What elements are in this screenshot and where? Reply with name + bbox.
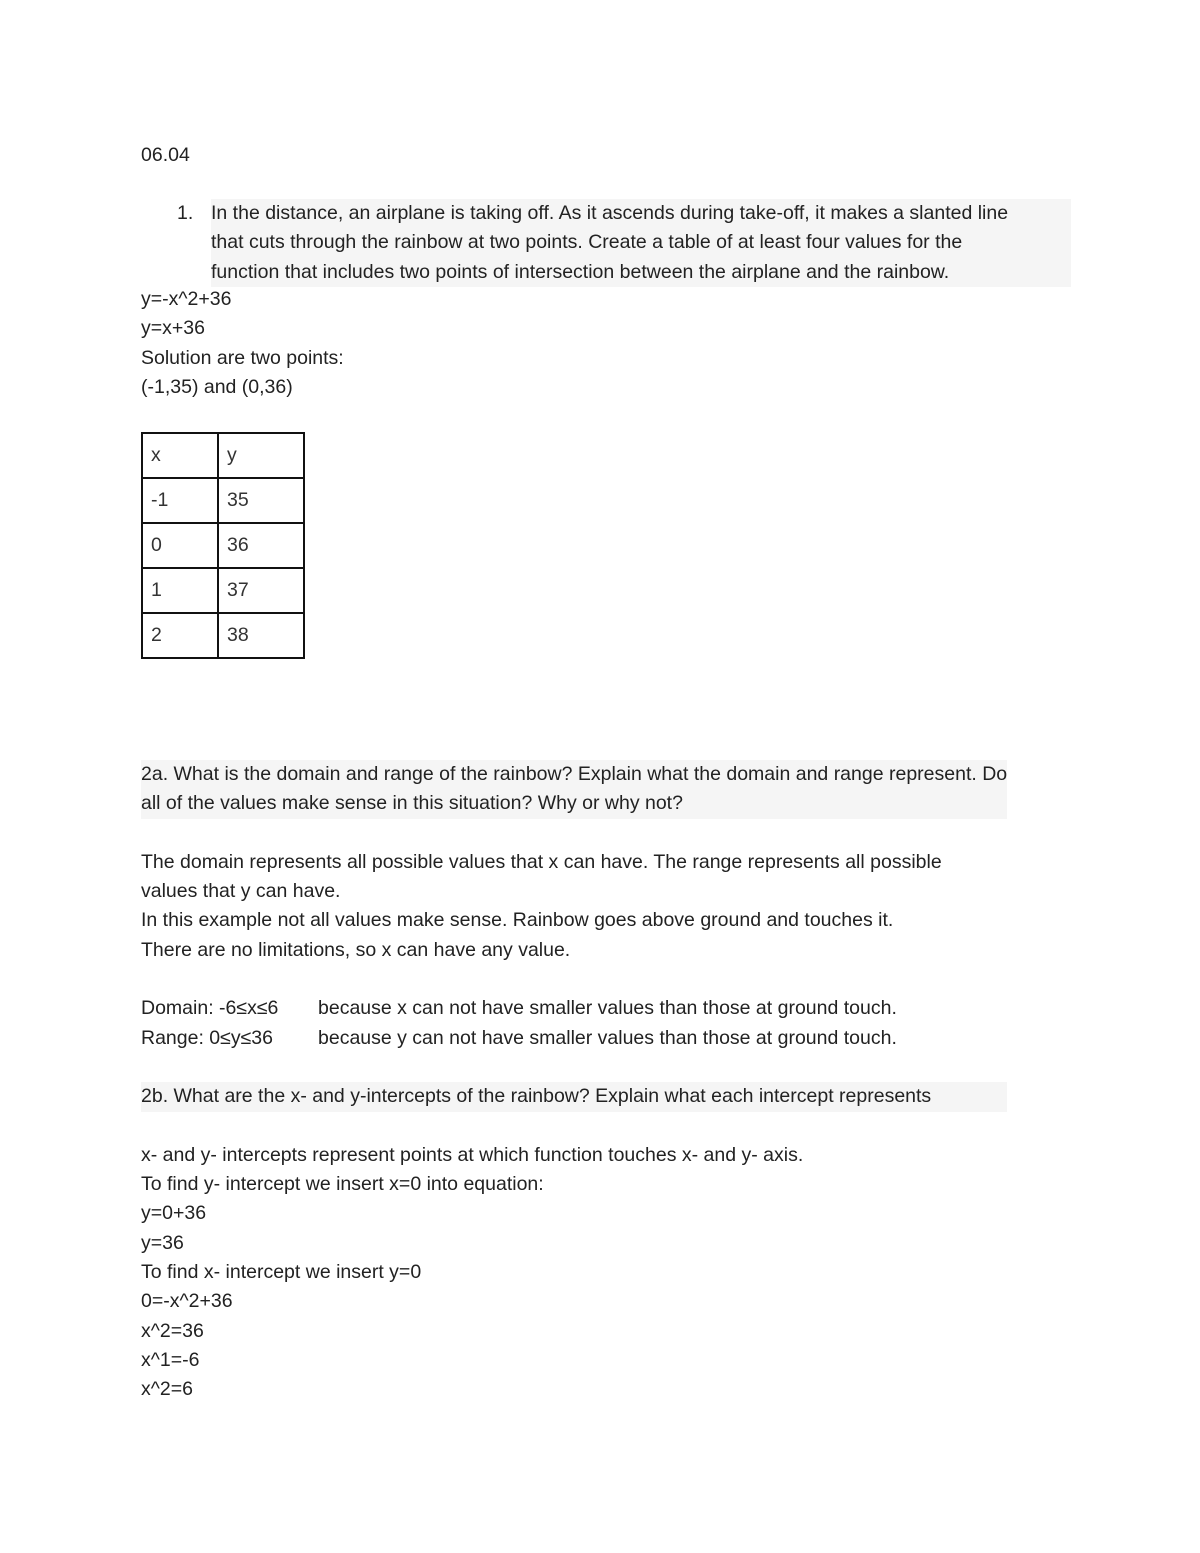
question-2a-line: 2a. What is the domain and range of the rainbow? Explain what the domain and range represent. Do	[141, 760, 1007, 789]
range-text: because y can not have smaller values than those at ground touch.	[318, 1026, 897, 1049]
equation-line: y=-x^2+36	[141, 288, 232, 310]
answer-line: y=0+36	[141, 1202, 207, 1225]
answer-line: y=36	[141, 1231, 184, 1254]
answer-line: To find x- intercept we insert y=0	[141, 1261, 422, 1284]
answer-line: x^2=36	[141, 1319, 204, 1342]
domain-line	[141, 994, 1007, 1023]
question-2-section	[141, 760, 1007, 1405]
question-2a-line: all of the values make sense in this situation? Why or why not?	[141, 789, 1007, 818]
question-line: that cuts through the rainbow at two points. Create a table of at least four values for the	[211, 228, 1071, 257]
table-row	[142, 568, 304, 613]
question-line: In the distance, an airplane is taking off. As it ascends during take-off, it makes a slanted line	[211, 199, 1071, 228]
table-cell: -1	[142, 478, 218, 523]
table-header-y: y	[218, 433, 304, 478]
answer-line: 0=-x^2+36	[141, 1290, 233, 1313]
table-cell: 1	[142, 568, 218, 613]
answer-line: x- and y- intercepts represent points at which function touches x- and y- axis.	[141, 1143, 804, 1166]
table-cell: 2	[142, 613, 218, 658]
answer-line: In this example not all values make sense. Rainbow goes above ground and touches it.	[141, 909, 894, 932]
question-line: function that includes two points of intersection between the airplane and the rainbow.	[211, 258, 1071, 287]
domain-label: Domain: -6≤x≤6	[141, 997, 279, 1020]
question-number: 1.	[177, 202, 194, 224]
table-header-row	[142, 433, 304, 478]
answer-line: x^1=-6	[141, 1348, 200, 1371]
equation-line: Solution are two points:	[141, 346, 344, 369]
table-row	[142, 613, 304, 658]
answer-line: To find y- intercept we insert x=0 into equation:	[141, 1173, 544, 1196]
table-cell: 36	[218, 523, 304, 568]
values-table	[141, 432, 305, 659]
answer-line: values that y can have.	[141, 880, 341, 903]
answer-line: There are no limitations, so x can have any value.	[141, 938, 571, 961]
question-2b-line: 2b. What are the x- and y-intercepts of the rainbow? Explain what each intercept represents	[141, 1082, 1007, 1111]
equations-block	[141, 285, 344, 402]
table-row	[142, 523, 304, 568]
table-header-x: x	[142, 433, 218, 478]
page-title: 06.04	[141, 144, 190, 166]
equation-line: (-1,35) and (0,36)	[141, 375, 293, 398]
table-row	[142, 478, 304, 523]
answer-line: The domain represents all possible values that x can have. The range represents all possible	[141, 850, 942, 873]
table-cell: 37	[218, 568, 304, 613]
equation-line: y=x+36	[141, 317, 205, 340]
answer-line: x^2=6	[141, 1378, 193, 1401]
range-line	[141, 1024, 1007, 1053]
domain-text: because x can not have smaller values than those at ground touch.	[318, 997, 897, 1020]
table-cell: 38	[218, 613, 304, 658]
range-label: Range: 0≤y≤36	[141, 1026, 273, 1049]
table-cell: 0	[142, 523, 218, 568]
table-cell: 35	[218, 478, 304, 523]
